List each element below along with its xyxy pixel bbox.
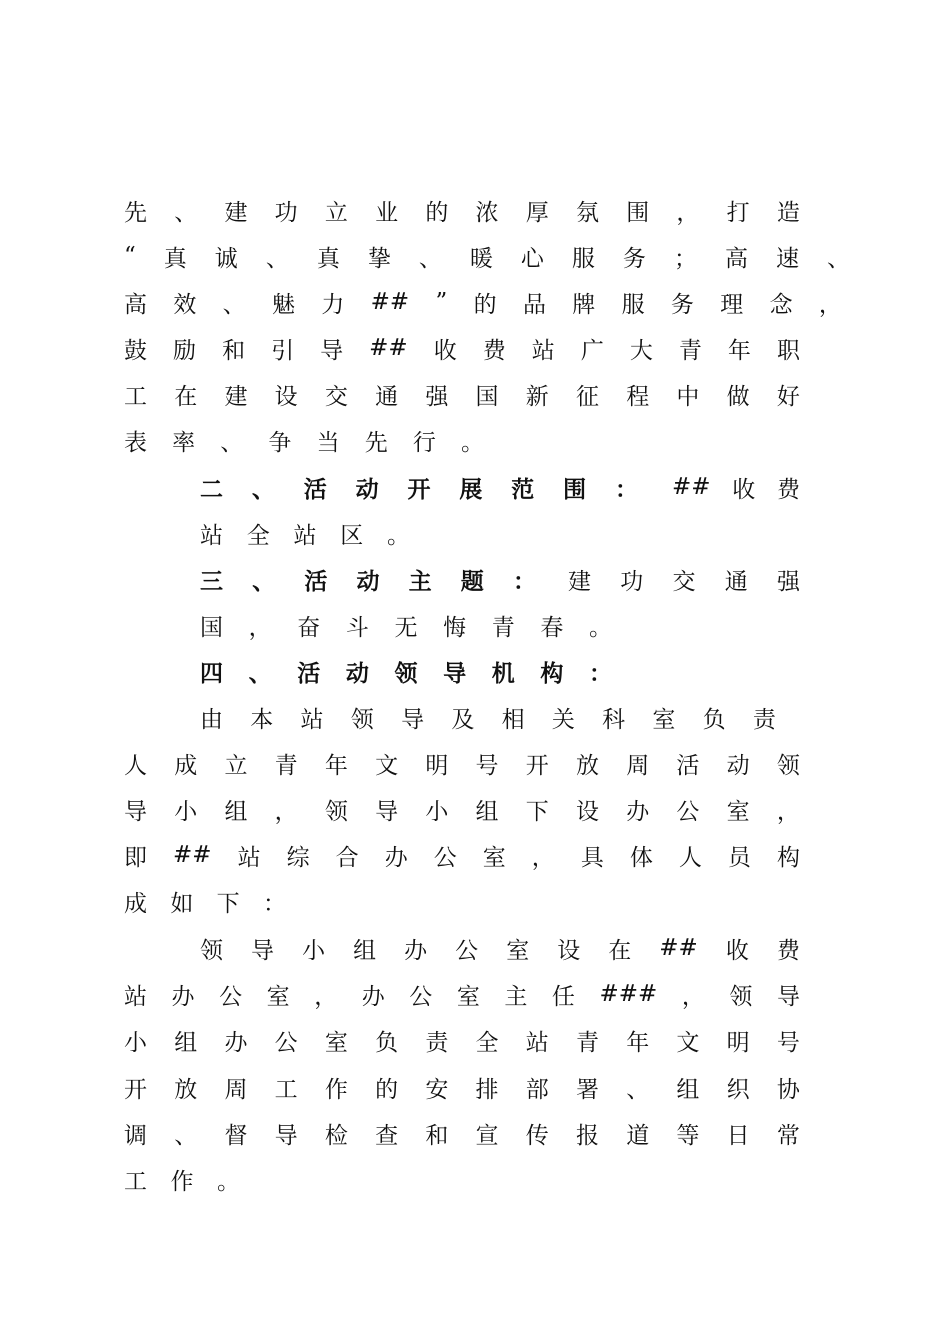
body-text-line: 工 在 建 设 交 通 强 国 新 征 程 中 做 好 <box>124 383 800 410</box>
body-text-line: 调 、 督 导 检 查 和 宣 传 报 道 等 日 常 <box>124 1122 800 1149</box>
body-text-line: 领 导 小 组 办 公 室 设 在 ## 收 费 <box>200 935 800 964</box>
section-heading: 三 、 活 动 主 题 ： <box>200 568 536 595</box>
body-text-line: 鼓 励 和 引 导 ## 收 费 站 广 大 青 年 职 <box>124 335 800 364</box>
body-text-line: 先 、 建 功 立 业 的 浓 厚 氛 围 ， 打 造 <box>124 199 800 226</box>
body-text-line: 开 放 周 工 作 的 安 排 部 署 、 组 织 协 <box>124 1076 800 1103</box>
section-heading: 四 、 活 动 领 导 机 构 ： <box>200 660 612 687</box>
body-text-line: 站 全 站 区 。 <box>200 522 410 549</box>
body-text-line: ## 收 费 <box>672 474 800 503</box>
body-text-line: 导 小 组 ， 领 导 小 组 下 设 办 公 室 ， <box>124 798 800 825</box>
section-heading: 二 、 活 动 开 展 范 围 ： <box>200 476 638 503</box>
body-text-line: 人 成 立 青 年 文 明 号 开 放 周 活 动 领 <box>124 752 800 779</box>
body-text-line: 国 ， 奋 斗 无 悔 青 春 。 <box>200 614 612 641</box>
body-text-line: 建 功 交 通 强 <box>568 568 800 595</box>
body-text-line: 站 办 公 室 ， 办 公 室 主 任 ### ， 领 导 <box>124 981 800 1010</box>
body-text-line: “ 真 诚 、 真 挚 、 暖 心 服 务 ； 高 速 、 <box>124 243 850 272</box>
body-text-line: 即 ## 站 综 合 办 公 室 ， 具 体 人 员 构 <box>124 842 800 871</box>
body-text-line: 高 效 、 魅 力 ## ” 的 品 牌 服 务 理 念 ， <box>124 289 842 318</box>
body-text-line: 工 作 。 <box>124 1168 240 1195</box>
body-text-line: 成 如 下 ： <box>124 890 286 917</box>
body-text-line: 表 率 、 争 当 先 行 。 <box>124 429 484 456</box>
body-text-line: 由 本 站 领 导 及 相 关 科 室 负 责 <box>200 706 776 733</box>
body-text-line: 小 组 办 公 室 负 责 全 站 青 年 文 明 号 <box>124 1029 800 1056</box>
